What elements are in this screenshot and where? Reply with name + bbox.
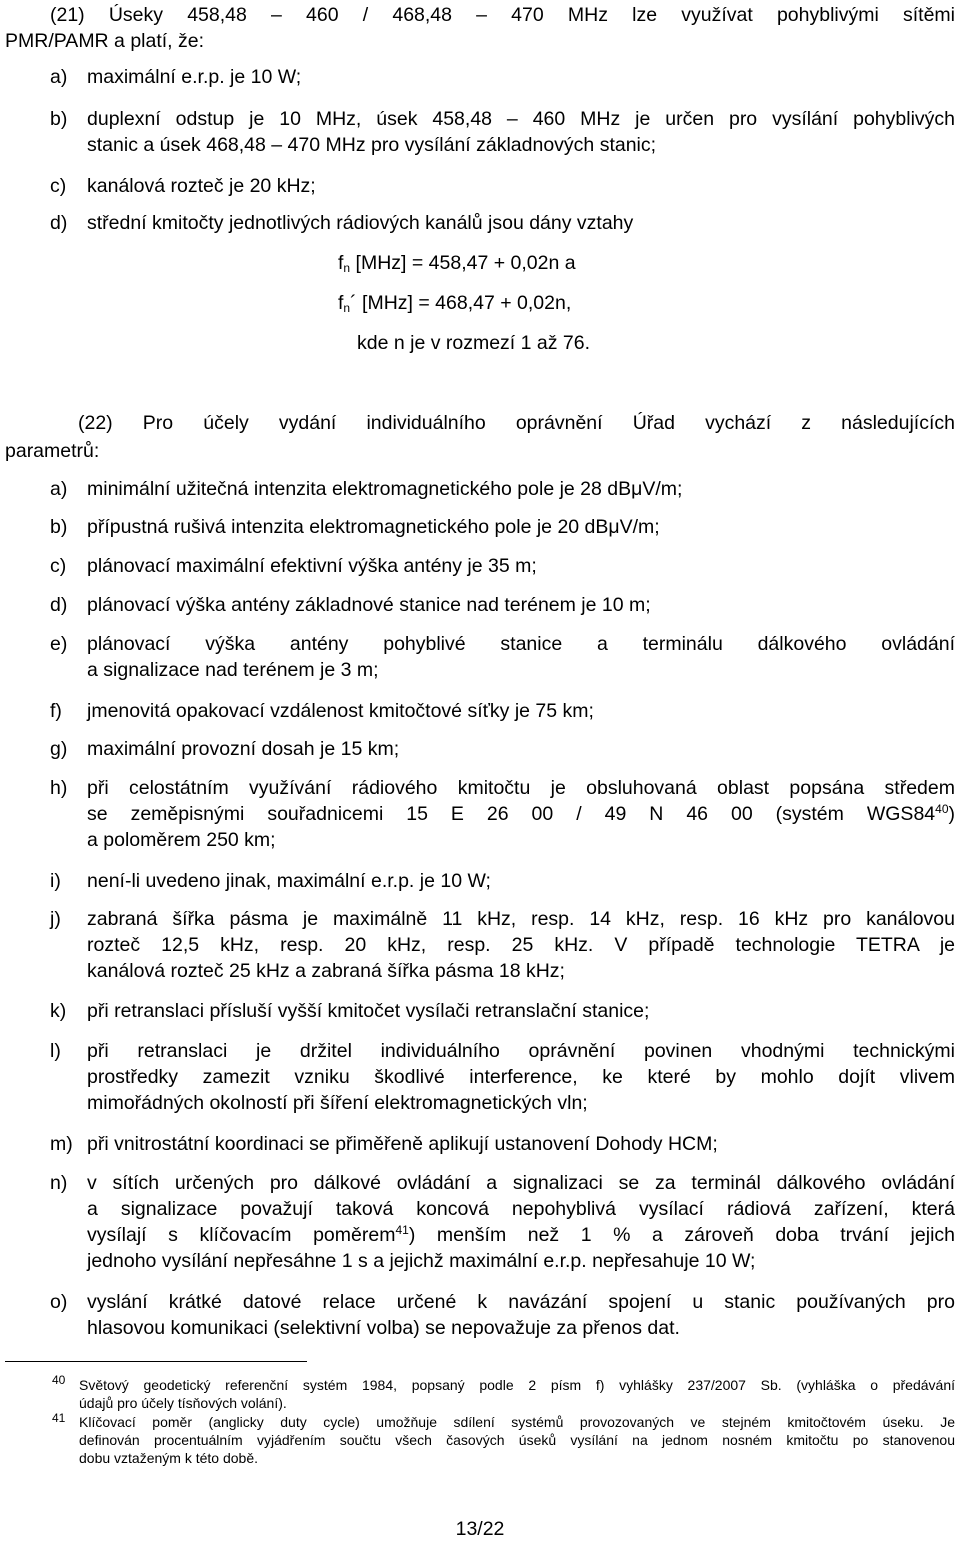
list-item-line: rozteč 12,5 kHz, resp. 20 kHz, resp. 25 kHz. V případě technologie TETRA je	[87, 934, 955, 956]
footnote-line: definován procentuálním vyjádřením součtu všech časových úseků vysílání na jednom nosném kmitočtu po stanovenou	[79, 1432, 955, 1448]
list-item-line-part: se zeměpisnými souřadnicemi 15 E 26 00 / 49 N 46 00 (systém WGS84	[87, 803, 936, 825]
list-item-line: prostředky zamezit vzniku škodlivé interference, ke které by mohlo dojít vlivem	[87, 1066, 955, 1088]
list-item-line: v sítích určených pro dálkové ovládání a signalizaci se za terminál dálkového ovládání	[87, 1172, 955, 1194]
formula-2	[338, 290, 571, 316]
page-number: 13/22	[455, 1518, 505, 1540]
item-label: f)	[50, 700, 62, 722]
item-label: b)	[50, 516, 68, 538]
formula-expression: [MHz] = 468,47 + 0,02n,	[356, 292, 572, 314]
list-item-line: střední kmitočty jednotlivých rádiových kanálů jsou dány vztahy	[87, 212, 634, 234]
list-item-line: při celostátním využívání rádiového kmitočtu je obsluhovaná oblast popsána středem	[87, 777, 955, 799]
formula-prime: ´	[350, 292, 357, 314]
formula-symbol: f	[338, 252, 344, 274]
formula-subscript: n	[343, 301, 351, 315]
list-item	[87, 1131, 955, 1157]
list-item	[87, 173, 955, 199]
list-item-line: kanálová rozteč je 20 kHz;	[87, 175, 316, 197]
list-item-line: jednoho vysílání nepřesáhne 1 s a jejichž maximální e.r.p. nepřesahuje 10 W;	[87, 1250, 756, 1272]
list-item-line: plánovací výška antény pohyblivé stanice a terminálu dálkového ovládání	[87, 633, 955, 655]
formula-subscript: n	[343, 261, 351, 275]
footnote-line: dobu vztaženým k této době.	[79, 1450, 258, 1466]
list-item-line: duplexní odstup je 10 MHz, úsek 458,48 – 460 MHz je určen pro vysílání pohyblivých	[87, 108, 955, 130]
list-item-line: a poloměrem 250 km;	[87, 829, 276, 851]
section-22-intro-line1: (22) Pro účely vydání individuálního oprávnění Úřad vychází z následujících	[78, 412, 955, 434]
footnote-separator	[5, 1361, 307, 1362]
formula-note: kde n je v rozmezí 1 až 76.	[357, 332, 591, 354]
item-label: j)	[50, 908, 61, 930]
list-item	[87, 868, 955, 894]
list-item-line: při retranslaci přísluší vyšší kmitočet vysílači retranslační stanice;	[87, 1000, 650, 1022]
list-item	[87, 698, 955, 724]
list-item-line: minimální užitečná intenzita elektromagnetického pole je 28 dBμV/m;	[87, 478, 683, 500]
list-item-line	[87, 801, 955, 827]
formula-expression: [MHz] = 458,47 + 0,02n a	[350, 252, 576, 274]
list-item-line: jmenovitá opakovací vzdálenost kmitočtové síťky je 75 km;	[87, 700, 594, 722]
list-item-line: maximální e.r.p. je 10 W;	[87, 66, 302, 88]
footnote-ref[interactable]: 41	[395, 1223, 409, 1237]
item-label: a)	[50, 66, 68, 88]
list-item	[87, 592, 955, 618]
section-22-intro	[78, 410, 955, 436]
item-label: h)	[50, 777, 68, 799]
footnote-line: údajů pro účely tísňových volání).	[79, 1395, 287, 1411]
footnote-ref[interactable]: 40	[935, 802, 949, 816]
list-item	[87, 906, 955, 984]
list-item-line: přípustná rušivá intenzita elektromagnetického pole je 20 dBμV/m;	[87, 516, 660, 538]
list-item-line	[87, 1222, 955, 1248]
list-item	[87, 553, 955, 579]
item-label: d)	[50, 594, 68, 616]
list-item	[87, 631, 955, 683]
list-item-line: stanic a úsek 468,48 – 470 MHz pro vysílání základnových stanic;	[87, 134, 657, 156]
list-item	[87, 736, 955, 762]
footnote-line: Světový geodetický referenční systém 1984, popsaný podle 2 písm f) vyhlášky 237/2007 Sb. (vyhláška o předávání	[79, 1377, 955, 1393]
section-21-intro	[50, 2, 955, 28]
list-item-line: při retranslaci je držitel individuálního oprávnění povinen vhodnými technickými	[87, 1040, 955, 1062]
list-item	[87, 210, 955, 236]
item-label: m)	[50, 1133, 73, 1155]
list-item-line: při vnitrostátní koordinaci se přiměřeně aplikují ustanovení Dohody HCM;	[87, 1133, 718, 1155]
list-item-line: kanálová rozteč 25 kHz a zabraná šířka pásma 18 kHz;	[87, 960, 565, 982]
footnote-line: Klíčovací poměr (anglicky duty cycle) umožňuje sdílení systémů provozovaných ve stejném kmitočtovém úseku. Je	[79, 1414, 955, 1430]
section-21-intro-line2: PMR/PAMR a platí, že:	[5, 30, 205, 52]
list-item-line-part: )	[948, 803, 955, 825]
list-item-line: vyslání krátké datové relace určené k navázání spojení u stanic používaných pro	[87, 1291, 955, 1313]
item-label: b)	[50, 108, 68, 130]
list-item-line: není-li uvedeno jinak, maximální e.r.p. je 10 W;	[87, 870, 491, 892]
list-item-line: hlasovou komunikaci (selektivní volba) se nepovažuje za přenos dat.	[87, 1317, 680, 1339]
item-label: i)	[50, 870, 61, 892]
list-item	[87, 1038, 955, 1116]
item-label: o)	[50, 1291, 68, 1313]
list-item	[87, 1170, 955, 1274]
list-item	[87, 64, 955, 90]
item-label: a)	[50, 478, 68, 500]
item-label: c)	[50, 555, 67, 577]
formula-symbol: f	[338, 292, 344, 314]
list-item	[87, 775, 955, 853]
item-label: l)	[50, 1040, 61, 1062]
formula-1	[338, 250, 576, 276]
footnote-text	[79, 1376, 955, 1412]
list-item-line-part: vysílají s klíčovacím poměrem	[87, 1224, 396, 1246]
item-label: k)	[50, 1000, 67, 1022]
footnote-number: 40	[52, 1373, 66, 1387]
footnote-text	[79, 1413, 955, 1467]
list-item	[87, 106, 955, 158]
item-label: e)	[50, 633, 68, 655]
list-item-line-part: ) menším než 1 % a zároveň doba trvání jejich	[408, 1224, 955, 1246]
list-item-line: mimořádných okolností při šíření elektromagnetických vln;	[87, 1092, 588, 1114]
item-label: c)	[50, 175, 67, 197]
list-item	[87, 514, 955, 540]
list-item-line: a signalizace považují taková koncová nepohyblivá vysílací rádiová zařízení, která	[87, 1198, 955, 1220]
section-21-intro-line1: (21) Úseky 458,48 – 460 / 468,48 – 470 MHz lze využívat pohyblivými sítěmi	[50, 4, 955, 26]
footnote-number: 41	[52, 1411, 66, 1425]
list-item-line: zabraná šířka pásma je maximálně 11 kHz, resp. 14 kHz, resp. 16 kHz pro kanálovou	[87, 908, 955, 930]
item-label: d)	[50, 212, 68, 234]
list-item-line: maximální provozní dosah je 15 km;	[87, 738, 400, 760]
list-item-line: plánovací výška antény základnové stanice nad terénem je 10 m;	[87, 594, 651, 616]
section-22-intro-line2: parametrů:	[5, 440, 100, 462]
list-item-line: plánovací maximální efektivní výška antény je 35 m;	[87, 555, 537, 577]
list-item	[87, 1289, 955, 1341]
list-item	[87, 998, 955, 1024]
item-label: n)	[50, 1172, 68, 1194]
list-item-line: a signalizace nad terénem je 3 m;	[87, 659, 379, 681]
list-item	[87, 476, 955, 502]
item-label: g)	[50, 738, 68, 760]
